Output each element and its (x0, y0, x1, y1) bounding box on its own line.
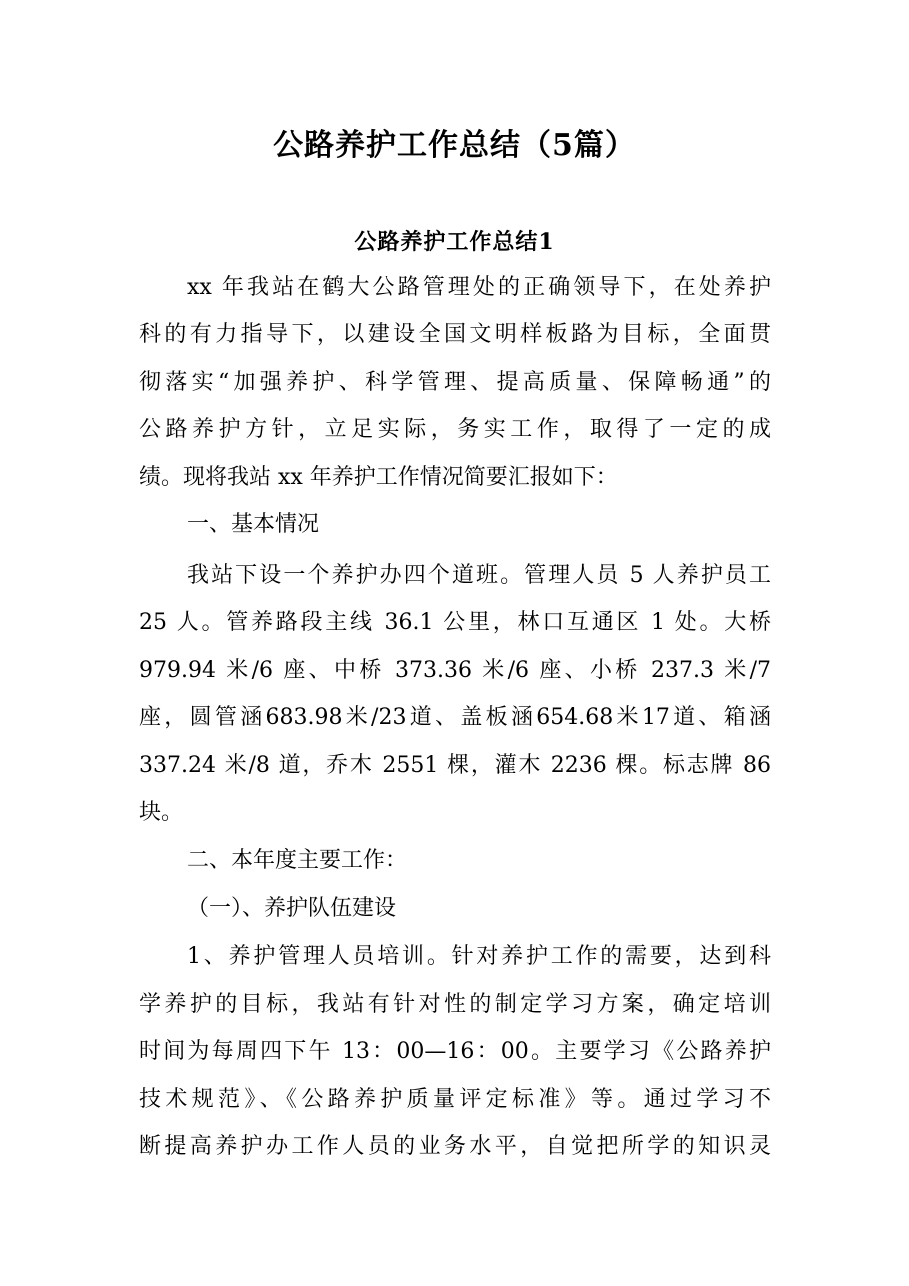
paragraph-line: 绩。现将我站 xx 年养护工作情况简要汇报如下： (139, 465, 618, 490)
paragraph-line: 337.24 米/8 道，乔木 2551 棵，灌木 2236 棵。标志牌 86 (139, 753, 771, 778)
paragraph-line: 科的有力指导下，以建设全国文明样板路为目标，全面贯 (139, 322, 771, 347)
paragraph-line: 学养护的目标，我站有针对性的制定学习方案，确定培训 (139, 992, 771, 1017)
paragraph-line: 块。 (139, 800, 184, 825)
paragraph-line: 1、养护管理人员培训。针对养护工作的需要，达到科 (187, 944, 771, 969)
paragraph-line: xx 年我站在鹤大公路管理处的正确领导下，在处养护 (187, 275, 771, 300)
paragraph-line: 座，圆管涵683.98米/23道、盖板涵654.68米17道、箱涵 (139, 705, 771, 730)
paragraph-line: 979.94 米/6 座、中桥 373.36 米/6 座、小桥 237.3 米/7 (139, 658, 771, 683)
paragraph-line: 技术规范》、《公路养护质量评定标准》等。通过学习不 (139, 1087, 771, 1112)
paragraph-line: 时间为每周四下午 13：00—16：00。主要学习《公路养护 (139, 1039, 771, 1064)
paragraph-line: 公路养护方针，立足实际，务实工作，取得了一定的成 (139, 417, 771, 442)
paragraph-line: 25 人。管养路段主线 36.1 公里，林口互通区 1 处。大桥 (139, 610, 771, 635)
paragraph-line: 我站下设一个养护办四个道班。管理人员 5 人养护员工 (187, 563, 771, 588)
section-title: 公路养护工作总结1 (354, 229, 555, 255)
paragraph-line: 彻落实“加强养护、科学管理、提高质量、保障畅通”的 (139, 370, 771, 395)
paragraph-line: 断提高养护办工作人员的业务水平，自觉把所学的知识灵 (139, 1134, 771, 1159)
document-title: 公路养护工作总结（5篇） (273, 128, 636, 163)
subsection-heading: （一）、养护队伍建设 (187, 896, 397, 921)
section-heading: 二、本年度主要工作： (187, 848, 408, 873)
section-heading: 一、基本情况 (187, 512, 320, 537)
